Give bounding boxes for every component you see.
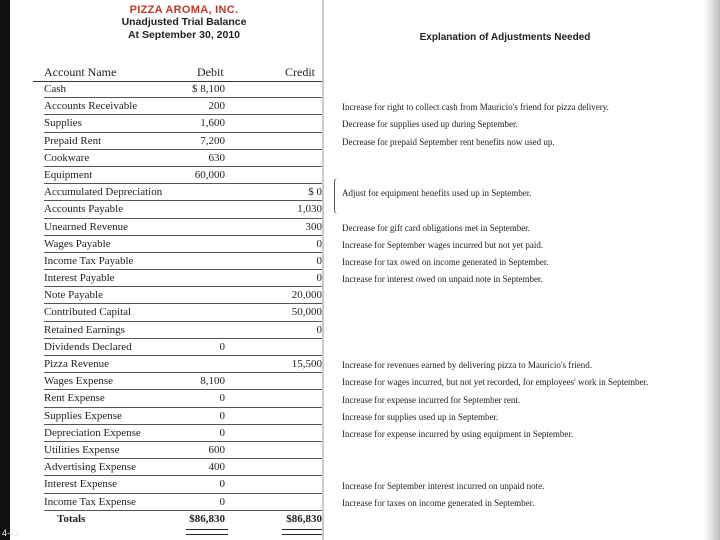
table-row: [33, 184, 322, 201]
credit-value: 300: [305, 220, 322, 233]
table-header-row: [33, 65, 322, 81]
account-name: Prepaid Rent: [44, 134, 102, 147]
explanation-note: Increase for tax owed on income generated in September.: [342, 257, 549, 267]
explanation-note: Decrease for gift card obligations met in September.: [342, 222, 530, 233]
explanation-note: Increase for revenues earned by delivering pizza to Mauricio's friend.: [342, 360, 593, 371]
table-row: [33, 425, 322, 442]
debit-value: 8,100: [200, 375, 225, 388]
brace-mark: [334, 178, 341, 214]
table-row: [33, 98, 322, 115]
account-name: Retained Earnings: [44, 323, 125, 336]
account-name: Accounts Receivable: [44, 100, 138, 113]
account-name: Interest Payable: [44, 272, 115, 285]
account-name: Unearned Revenue: [44, 220, 128, 233]
account-name: Income Tax Expense: [44, 495, 136, 508]
account-name: Pizza Revenue: [44, 358, 110, 370]
debit-value: 60,000: [194, 168, 225, 181]
table-row: [33, 408, 322, 425]
credit-value: 0: [316, 272, 322, 285]
account-name: Wages Payable: [44, 237, 111, 250]
debit-value: 600: [208, 443, 225, 456]
credit-value: 50,000: [291, 306, 322, 319]
totals-row: [33, 511, 322, 528]
table-row: [33, 219, 322, 236]
debit-value: 0: [219, 495, 225, 508]
explanation-header: Explanation of Adjustments Needed: [419, 32, 591, 43]
explanation-note: Decrease for prepaid September rent benefits now used up.: [342, 136, 555, 147]
account-name: Interest Expense: [44, 478, 117, 491]
account-name: Accumulated Depreciation: [44, 186, 163, 199]
account-name: Income Tax Payable: [44, 254, 134, 267]
table-body: [33, 81, 322, 528]
table-row: [33, 270, 322, 287]
table-row: [33, 442, 322, 459]
debit-value: 400: [208, 461, 225, 474]
explanation-note: Increase for interest owed on unpaid note in September.: [342, 274, 543, 285]
report-date: At September 30, 2010: [127, 29, 241, 41]
debit-value: 1,600: [200, 117, 225, 130]
header-debit: Debit: [197, 65, 224, 79]
credit-value: $ 0: [308, 186, 322, 199]
table-row: [33, 133, 322, 150]
totals-debit: $86,830: [189, 512, 225, 525]
table-row: [33, 201, 322, 218]
table-row: [33, 494, 322, 511]
explanation-note: Increase for September wages incurred but not yet paid.: [342, 239, 544, 250]
table-row: [33, 304, 322, 321]
debit-value: 0: [219, 426, 225, 439]
account-name: Wages Expense: [44, 375, 114, 388]
credit-total-underline: [282, 529, 322, 535]
explanation-note: Increase for taxes on income generated in September.: [342, 497, 535, 508]
account-name: Cookware: [44, 151, 90, 164]
credit-value: 0: [316, 323, 322, 336]
table-row: [33, 476, 322, 493]
trial-balance-table: [33, 65, 322, 528]
credit-value: 15,500: [291, 358, 322, 370]
account-name: Equipment: [44, 168, 93, 181]
table-row: [33, 287, 322, 304]
debit-value: $ 8,100: [192, 83, 225, 95]
debit-value: 0: [219, 478, 225, 491]
header-account: Account Name: [44, 65, 117, 79]
account-name: Note Payable: [44, 289, 103, 302]
table-row: [33, 356, 322, 373]
account-name: Dividends Declared: [44, 340, 132, 353]
table-row: [33, 253, 322, 270]
account-name: Utilities Expense: [44, 443, 120, 456]
explanation-note: Increase for expense incurred by using equipment in September.: [342, 429, 574, 439]
table-row: [33, 390, 322, 407]
credit-value: 0: [316, 254, 322, 267]
table-row: [33, 322, 322, 339]
debit-value: 200: [208, 100, 225, 113]
column-divider: [322, 0, 324, 540]
totals-credit: $86,830: [286, 512, 322, 525]
table-row: [33, 373, 322, 390]
credit-value: 1,030: [297, 203, 322, 216]
table-row: [33, 115, 322, 132]
account-name: Advertising Expense: [44, 461, 136, 474]
credit-value: 0: [316, 237, 322, 250]
debit-value: 0: [219, 409, 225, 422]
debit-value: 0: [219, 392, 225, 405]
report-title: Unadjusted Trial Balance: [121, 16, 247, 28]
explanation-note: Increase for wages incurred, but not yet recorded, for employees' work in September.: [342, 377, 649, 388]
account-name: Cash: [44, 83, 66, 95]
table-row: [33, 167, 322, 184]
account-name: Rent Expense: [44, 392, 105, 405]
header-credit: Credit: [285, 65, 315, 79]
account-name: Contributed Capital: [44, 306, 132, 319]
account-name: Supplies Expense: [44, 409, 122, 422]
header-rule: [33, 81, 322, 82]
page-number: 4-11: [2, 528, 20, 538]
page-edge-shadow: [704, 0, 720, 540]
credit-value: 20,000: [291, 289, 322, 302]
debit-value: 0: [219, 340, 225, 353]
company-name: PIZZA AROMA, INC.: [129, 4, 239, 16]
trial-balance-header: [64, 4, 304, 42]
debit-value: 630: [208, 151, 225, 164]
table-row: [33, 459, 322, 476]
table-row: [33, 150, 322, 167]
explanation-note: Adjust for equipment benefits used up in September.: [342, 188, 532, 199]
explanation-note: Increase for September interest incurred on unpaid note.: [342, 480, 545, 491]
debit-value: 7,200: [200, 134, 225, 147]
table-row: [33, 236, 322, 253]
table-row: [33, 81, 322, 98]
table-row: [33, 339, 322, 356]
account-name: Supplies: [44, 117, 82, 130]
account-name: Accounts Payable: [44, 203, 124, 216]
debit-total-underline: [186, 529, 228, 535]
account-name: Depreciation Expense: [44, 426, 141, 439]
explanation-note: Increase for right to collect cash from Mauricio's friend for pizza delivery.: [342, 102, 609, 113]
explanation-note: Decrease for supplies used up during September.: [342, 119, 518, 130]
explanation-note: Increase for expense incurred for September rent.: [342, 394, 521, 405]
explanation-note: Increase for supplies used up in September.: [342, 411, 499, 422]
totals-label: Totals: [57, 512, 86, 525]
